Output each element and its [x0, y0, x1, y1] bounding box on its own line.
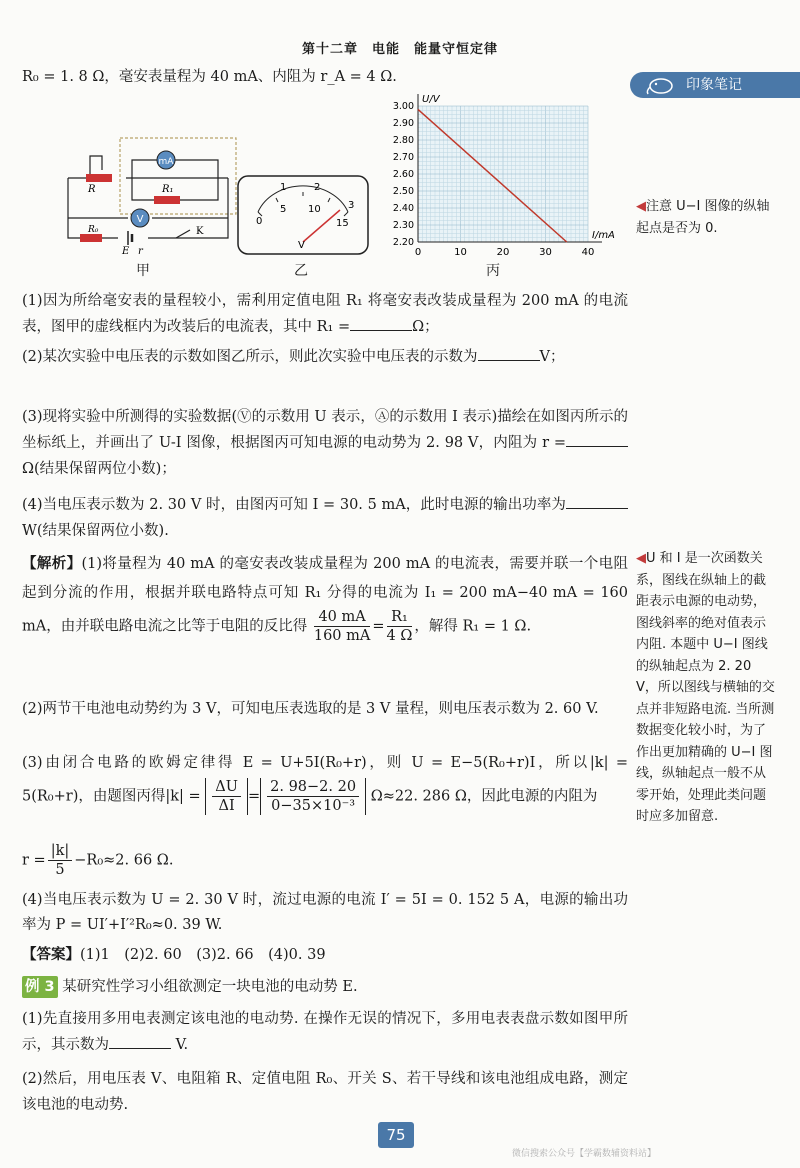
example-3-title: 例 3 某研究性学习小组欲测定一块电池的电动势 E. — [22, 976, 628, 998]
y-tick-label: 2.30 — [392, 220, 414, 231]
y-tick-label: 2.20 — [392, 237, 414, 248]
example-3-q2: (2)然后，用电压表 V、电阻箱 R、定值电阻 R₀、开关 S、若干导线和该电池组成电路，测定该电池的电动势. — [22, 1071, 628, 1113]
svg-text:r: r — [138, 246, 143, 257]
side-note-1: ◀注意 U−I 图像的纵轴起点是否为 0. — [636, 199, 770, 236]
voltmeter-dial — [236, 174, 370, 256]
fraction-resistances: $\frac{\text{R₁}}{4 \Omega}$ — [386, 609, 413, 644]
svg-text:R₁: R₁ — [162, 184, 174, 195]
svg-text:V: V — [136, 214, 144, 225]
analysis-part-1: 【解析】(1)将量程为 40 mA 的毫安表改装成量程为 200 mA 的电流表，需要并联一个电阻起到分流的作用，根据并联电路特点可知 R₁ 分得的电流为 I₁ = 200 mA−40 mA = 160 mA，由并联电路电流之比等于电阻的反比得 $\frac{40 mA}{160 mA}$ = $\frac{\text{R₁}}{4 \Omega}$ ，解得 R₁ = 1 Ω. — [22, 556, 628, 644]
question-2: (2)某次实验中电压表的示数如图乙所示，则此次实验中电压表的示数为 V； — [22, 344, 628, 370]
abs-values: $\frac{2. 98-2. 20}{\text{0−35×10⁻³}}$ — [260, 778, 366, 815]
x-tick-label: 0 — [414, 247, 422, 258]
dial-unit: V — [298, 240, 305, 251]
dial-top-2: 2 — [314, 182, 321, 193]
circuit-diagram — [58, 130, 246, 260]
dial-top-1: 1 — [280, 182, 287, 193]
fraction-currents: $\frac{40 mA}{160 mA}$ — [313, 609, 371, 644]
question-4: (4)当电压表示数为 2. 30 V 时，由图丙可知 I = 30. 5 mA，此时电源的输出功率为W(结果保留两位小数). — [22, 492, 628, 544]
analysis-part-4: (4)当电压表示数为 U = 2. 30 V 时，流过电源的电流 I′ = 5I = 0. 152 5 A，电源的输出功率为 P = UI′+I′²R₀≈0. 39 W. — [22, 892, 628, 933]
answer-blank-2[interactable] — [478, 346, 540, 361]
resistor-r1 — [154, 196, 180, 204]
side-tab — [630, 72, 800, 98]
y-axis-label: U/V — [422, 94, 440, 105]
caption-yi: 乙 — [294, 263, 308, 279]
triangle-icon: ◀ — [636, 199, 646, 214]
answer-blank-1[interactable] — [350, 316, 412, 331]
intro-line: R₀ = 1. 8 Ω，毫安表量程为 40 mA、内阻为 r_A = 4 Ω. — [22, 69, 397, 85]
dial-bottom-0: 0 — [256, 216, 263, 227]
y-tick-label: 2.90 — [392, 118, 414, 129]
fraction-k-over-5: $\frac{|k|}{5}$ — [48, 842, 73, 879]
svg-text:R₀: R₀ — [88, 225, 99, 235]
side-tab-label: 印象笔记 — [686, 77, 742, 93]
answer-blank-3[interactable] — [566, 432, 628, 447]
y-tick-label: 3.00 — [392, 101, 414, 112]
x-tick-label: 10 — [454, 247, 467, 258]
elephant-icon — [644, 75, 678, 95]
svg-text:K: K — [196, 226, 204, 237]
answer-blank-4[interactable] — [566, 494, 628, 509]
triangle-icon: ◀ — [636, 551, 646, 566]
answer-label: 【答案】 — [22, 947, 80, 963]
dial-bottom-10: 10 — [308, 204, 321, 215]
x-tick-label: 40 — [581, 247, 595, 258]
question-3: (3)现将实验中所测得的实验数据(Ⓥ的示数用 U 表示，Ⓐ的示数用 I 表示)描绘在如图丙所示的坐标纸上，并画出了 U-I 图像，根据图丙可知电源的电动势为 2. 98 V，内阻为 r =Ω(结果保留两位小数)； — [22, 409, 628, 477]
y-tick-label: 2.70 — [392, 152, 414, 163]
y-tick-label: 2.50 — [392, 186, 414, 197]
watermark: 微信搜索公众号【学霸数辅资料站】 — [512, 1149, 657, 1159]
answer-blank-ex3[interactable] — [109, 1034, 171, 1049]
answer-line: 【答案】(1)1 (2)2. 60 (3)2. 66 (4)0. 39 — [22, 947, 326, 963]
dial-top-3: 3 — [348, 200, 355, 211]
svg-text:E: E — [122, 246, 130, 257]
x-axis-label: I/mA — [592, 230, 615, 241]
caption-jia: 甲 — [136, 263, 150, 279]
abs-slope: $\frac{\Delta U}{\Delta I}$ — [205, 778, 248, 815]
svg-text:R: R — [88, 184, 96, 195]
svg-text:mA: mA — [158, 157, 174, 167]
resistor-r0 — [80, 234, 102, 242]
analysis-part-3: (3)由闭合电路的欧姆定律得 E = U+5I(R₀+r)，则 U = E−5(R₀+r)I，所以|k| = 5(R₀+r)，由题图丙得|k| = $\frac{\Delta U}{\Delta I}$ = $\frac{2. 98-2. 20}{\text{0−35×10⁻³}}$ Ω≈22. 286 Ω，因此电源的内阻为 — [22, 755, 628, 814]
caption-bing: 丙 — [486, 263, 500, 279]
chapter-header: 第十二章 电能 能量守恒定律 — [301, 42, 498, 57]
analysis-label: 【解析】 — [22, 556, 82, 572]
resistor-r — [86, 174, 112, 182]
dial-bottom-5: 5 — [280, 204, 287, 215]
x-tick-label: 20 — [496, 247, 510, 258]
page-number: 75 — [378, 1122, 414, 1148]
example-3-q1: (1)先直接用多用电表测定该电池的电动势. 在操作无误的情况下，多用电表表盘示数如图甲所示，其示数为 V. — [22, 1011, 628, 1053]
analysis-part-2: (2)两节干电池电动势约为 3 V，可知电压表选取的是 3 V 量程，则电压表示数为 2. 60 V. — [22, 701, 599, 717]
example-3-tag: 例 3 — [22, 976, 58, 998]
y-tick-label: 2.80 — [392, 135, 414, 146]
question-1: (1)因为所给毫安表的量程较小，需利用定值电阻 R₁ 将毫安表改装成量程为 200 mA 的电流表，图甲的虚线框内为改装后的电流表，其中 R₁ = Ω； — [22, 293, 628, 335]
side-note-2: ◀U 和 I 是一次函数关系，图线在纵轴上的截距表示电源的电动势，图线斜率的绝对值表示内阻. 本题中 U−I 图线的纵轴起点为 2. 20 V，所以图线与横轴的交点并非短路电流. 当所测数据变化较小时，为了作出更加精确的 U−I 图线，纵轴起点一般不从零开始，处理此类问题时应多加留意. — [636, 551, 775, 824]
analysis-part-3c: r = $\frac{|k|}{5}$ −R₀≈2. 66 Ω. — [22, 843, 174, 878]
dial-bottom-15: 15 — [336, 218, 349, 229]
ui-chart — [372, 88, 622, 268]
y-tick-label: 2.40 — [392, 203, 414, 214]
y-tick-label: 2.60 — [392, 169, 414, 180]
x-tick-label: 30 — [539, 247, 552, 258]
